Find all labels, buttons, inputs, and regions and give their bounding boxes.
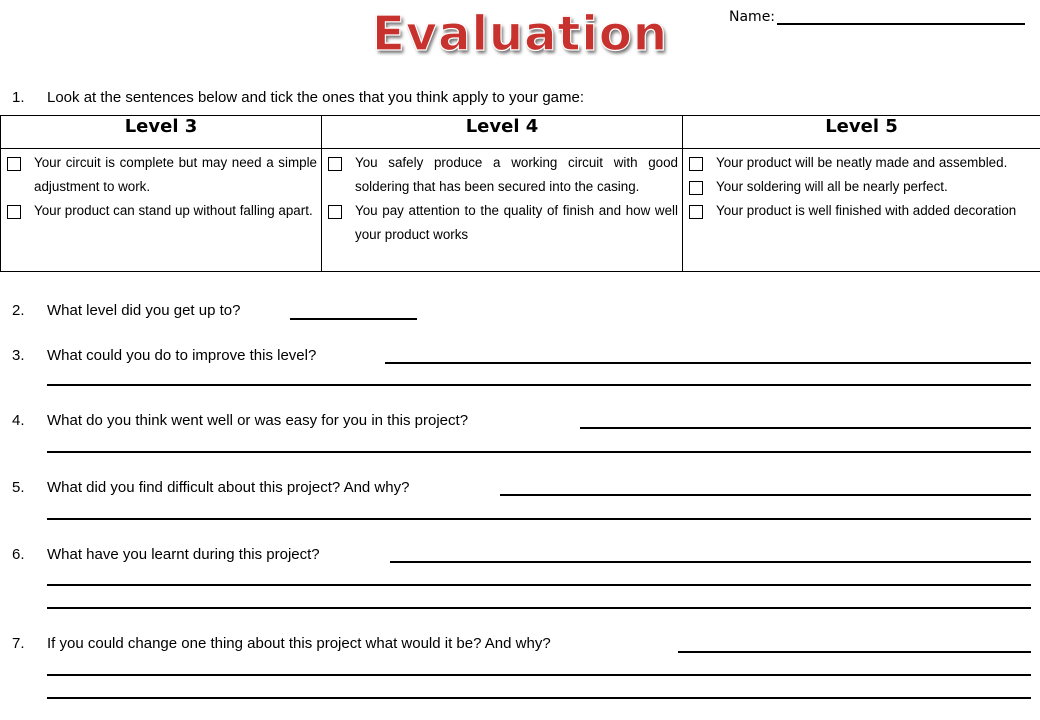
question-text: If you could change one thing about this project what would it be? And why?: [47, 635, 551, 652]
question-number: 7.: [12, 635, 25, 652]
criterion-item: [1, 151, 317, 199]
answer-line[interactable]: [47, 518, 1031, 520]
levels-criteria-row: [1, 149, 1040, 272]
question-number: 2.: [12, 302, 25, 319]
answer-line[interactable]: [500, 494, 1031, 496]
answer-line[interactable]: [47, 674, 1031, 676]
tick-checkbox[interactable]: [689, 181, 703, 195]
answer-line[interactable]: [47, 384, 1031, 386]
answer-line[interactable]: [47, 451, 1031, 453]
criterion-text: Your soldering will all be nearly perfect.: [716, 179, 948, 194]
level-3-criteria: [1, 149, 322, 272]
tick-checkbox[interactable]: [689, 157, 703, 171]
criterion-text: You pay attention to the quality of finish and how well your product works: [355, 203, 678, 242]
tick-checkbox[interactable]: [7, 205, 21, 219]
tick-checkbox[interactable]: [689, 205, 703, 219]
question-text: What do you think went well or was easy for you in this project?: [47, 412, 469, 429]
question-number: 1.: [12, 89, 25, 106]
question-number: 5.: [12, 479, 25, 496]
answer-line[interactable]: [47, 584, 1031, 586]
page-title: Evaluation: [371, 6, 669, 62]
tick-checkbox[interactable]: [328, 157, 342, 171]
level-4-heading: Level 4: [322, 116, 683, 149]
criterion-item: [322, 199, 678, 247]
criterion-text: Your product will be neatly made and assembled.: [716, 155, 1008, 170]
question-number: 4.: [12, 412, 25, 429]
criterion-item: [683, 175, 1036, 199]
question-text: What level did you get up to?: [47, 302, 241, 319]
name-input-line[interactable]: [777, 7, 1025, 25]
criterion-text: Your product is well finished with added decoration: [716, 203, 1017, 218]
criterion-text: Your product can stand up without falling apart.: [34, 203, 313, 218]
question-number: 3.: [12, 347, 25, 364]
levels-table: [0, 115, 1040, 272]
criterion-item: [683, 151, 1036, 175]
name-field[interactable]: [729, 7, 1025, 25]
answer-line[interactable]: [47, 607, 1031, 609]
question-text: What did you find difficult about this project? And why?: [47, 479, 410, 496]
criterion-text: You safely produce a working circuit with good soldering that has been secured into the casing.: [355, 155, 678, 194]
tick-checkbox[interactable]: [328, 205, 342, 219]
answer-line[interactable]: [385, 362, 1031, 364]
tick-checkbox[interactable]: [7, 157, 21, 171]
question-text: What could you do to improve this level?: [47, 347, 317, 364]
levels-header-row: [1, 116, 1040, 149]
criterion-item: [322, 151, 678, 199]
question-text: What have you learnt during this project?: [47, 546, 320, 563]
answer-line[interactable]: [580, 427, 1031, 429]
answer-line[interactable]: [390, 561, 1031, 563]
level-4-criteria: [322, 149, 683, 272]
level-5-criteria: [683, 149, 1040, 272]
level-3-heading: Level 3: [1, 116, 322, 149]
question-number: 6.: [12, 546, 25, 563]
name-label: Name:: [729, 9, 776, 25]
question-text: Look at the sentences below and tick the ones that you think apply to your game:: [47, 89, 585, 106]
answer-line[interactable]: [47, 697, 1031, 699]
criterion-text: Your circuit is complete but may need a simple adjustment to work.: [34, 155, 317, 194]
answer-line[interactable]: [290, 318, 417, 320]
criterion-item: [683, 199, 1036, 223]
level-5-heading: Level 5: [683, 116, 1040, 149]
criterion-item: [1, 199, 317, 223]
answer-line[interactable]: [678, 651, 1031, 653]
